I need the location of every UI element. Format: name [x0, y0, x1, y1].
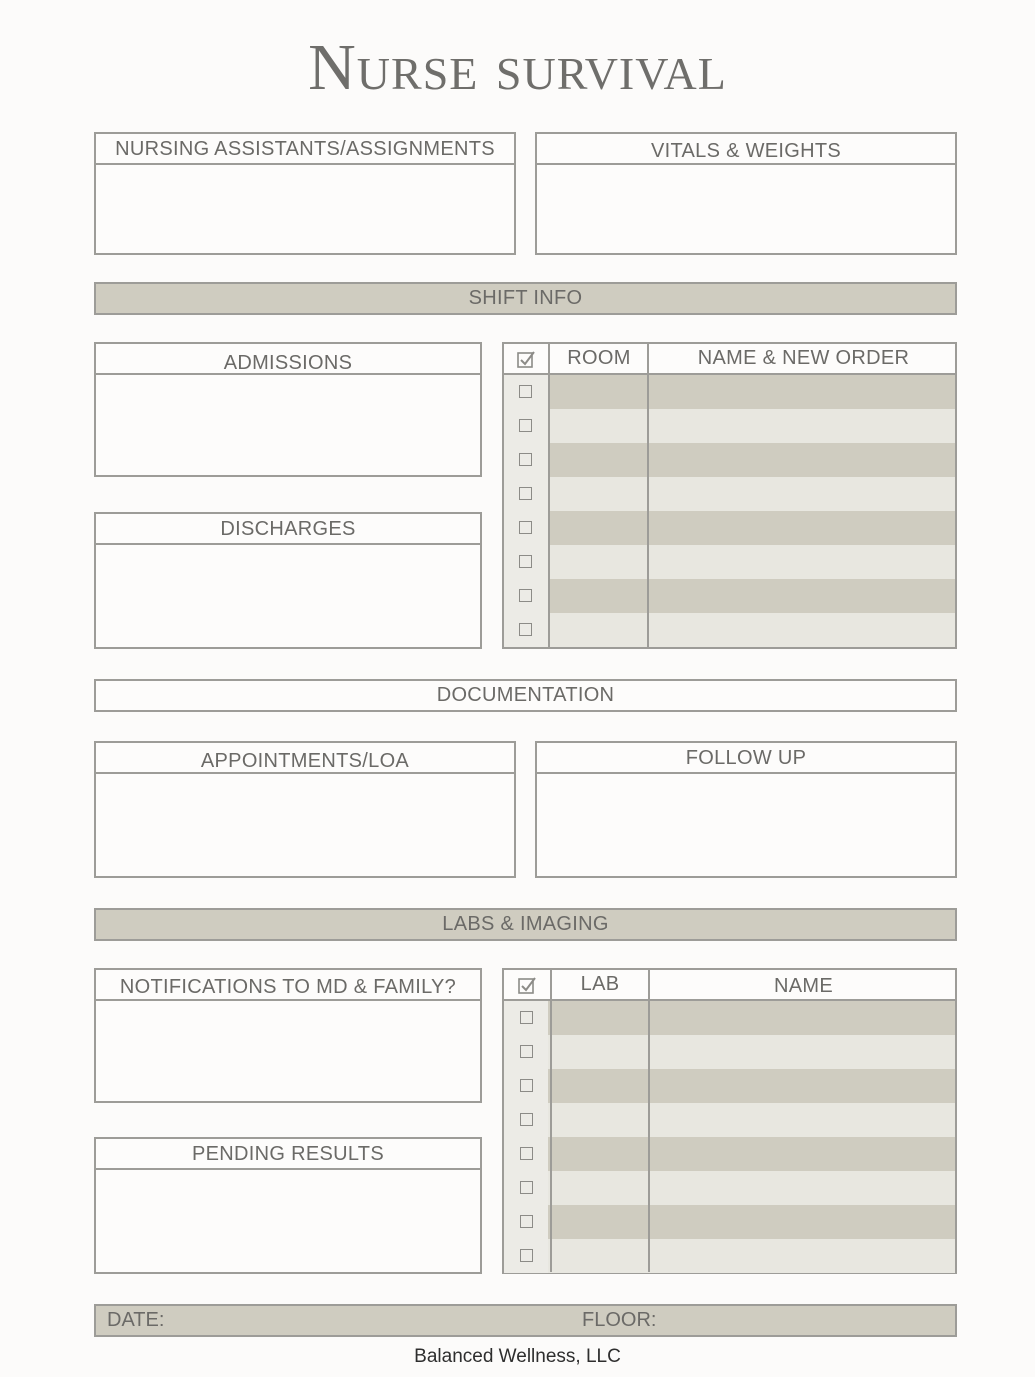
table-row[interactable]	[504, 1035, 955, 1069]
pending-results-box[interactable]	[94, 1137, 482, 1274]
labs-imaging-bar: LABS & IMAGING	[94, 908, 957, 941]
follow-up-box[interactable]	[535, 741, 957, 878]
checkbox-checked-icon	[518, 976, 538, 999]
orders-table	[502, 342, 957, 649]
assistants-box[interactable]	[94, 132, 516, 255]
column-divider	[548, 344, 550, 647]
table-row[interactable]	[504, 443, 955, 477]
discharges-box[interactable]	[94, 512, 482, 649]
pending-results-header: PENDING RESULTS	[96, 1139, 480, 1170]
column-divider	[647, 344, 649, 647]
page-title: Nurse survival	[308, 31, 727, 104]
table-row[interactable]	[504, 1171, 955, 1205]
orders-room-header: ROOM	[567, 347, 631, 369]
checkbox-checked-icon	[517, 350, 537, 373]
checkbox[interactable]	[519, 385, 532, 398]
admissions-header: ADMISSIONS	[96, 344, 480, 375]
table-row[interactable]	[504, 545, 955, 579]
checkbox[interactable]	[519, 419, 532, 432]
checkbox[interactable]	[520, 1045, 533, 1058]
table-row[interactable]	[504, 1069, 955, 1103]
labs-name-header: NAME	[774, 975, 833, 997]
table-row[interactable]	[504, 1137, 955, 1171]
table-row[interactable]	[504, 613, 955, 647]
notifications-header: NOTIFICATIONS TO MD & FAMILY?	[96, 970, 480, 1001]
shift-info-bar: SHIFT INFO	[94, 282, 957, 315]
checkbox[interactable]	[519, 555, 532, 568]
appointments-header: APPOINTMENTS/LOA	[96, 743, 514, 774]
checkbox[interactable]	[519, 521, 532, 534]
checkbox[interactable]	[519, 589, 532, 602]
discharges-header: DISCHARGES	[96, 514, 480, 545]
checkbox[interactable]	[520, 1011, 533, 1024]
table-row[interactable]	[504, 409, 955, 443]
labs-table	[502, 968, 957, 1274]
checkbox[interactable]	[520, 1113, 533, 1126]
assistants-header: NURSING ASSISTANTS/ASSIGNMENTS	[96, 134, 514, 165]
labs-table-header	[504, 970, 955, 1001]
admissions-box[interactable]	[94, 342, 482, 477]
floor-label: FLOOR:	[582, 1309, 657, 1331]
table-row[interactable]	[504, 1239, 955, 1273]
documentation-bar: DOCUMENTATION	[94, 679, 957, 712]
footer-brand: Balanced Wellness, LLC	[414, 1346, 621, 1367]
vitals-header: VITALS & WEIGHTS	[537, 134, 955, 165]
follow-up-header: FOLLOW UP	[537, 743, 955, 774]
checkbox[interactable]	[519, 487, 532, 500]
table-row[interactable]	[504, 511, 955, 545]
checkbox[interactable]	[520, 1079, 533, 1092]
notifications-box[interactable]	[94, 968, 482, 1103]
checkbox[interactable]	[519, 623, 532, 636]
checkbox[interactable]	[519, 453, 532, 466]
date-floor-bar	[94, 1304, 957, 1337]
date-label: DATE:	[107, 1309, 165, 1331]
checkbox[interactable]	[520, 1147, 533, 1160]
vitals-box[interactable]	[535, 132, 957, 255]
orders-table-header	[504, 344, 955, 375]
table-row[interactable]	[504, 1103, 955, 1137]
column-divider	[550, 970, 552, 1272]
labs-lab-header: LAB	[580, 973, 620, 995]
table-row[interactable]	[504, 1205, 955, 1239]
checkbox[interactable]	[520, 1215, 533, 1228]
orders-name-header: NAME & NEW ORDER	[697, 347, 910, 369]
appointments-box[interactable]	[94, 741, 516, 878]
checkbox[interactable]	[520, 1249, 533, 1262]
table-row[interactable]	[504, 579, 955, 613]
column-divider	[648, 970, 650, 1272]
table-row[interactable]	[504, 375, 955, 409]
checkbox[interactable]	[520, 1181, 533, 1194]
table-row[interactable]	[504, 477, 955, 511]
table-row[interactable]	[504, 1001, 955, 1035]
